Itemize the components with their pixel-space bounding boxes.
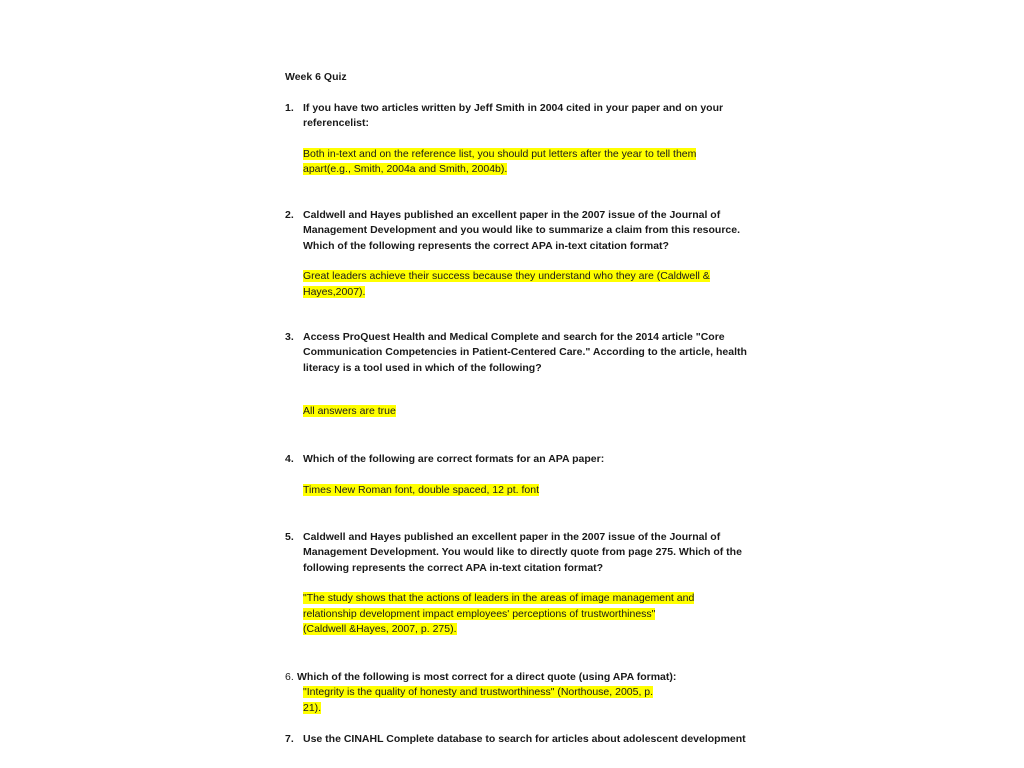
answer-line: apart(e.g., Smith, 2004a and Smith, 2004b). — [303, 163, 508, 176]
question-number: 5. — [285, 531, 294, 543]
question-text: Which of the following is most correct for a direct quote (using APA format): — [297, 671, 677, 683]
question-2 — [285, 208, 755, 300]
question-text: If you have two articles written by Jeff Smith in 2004 cited in your paper and on your referencelist: — [303, 102, 724, 130]
question-number: 6. — [285, 671, 294, 683]
answer-line: Hayes,2007). — [303, 285, 366, 298]
question-number: 3. — [285, 331, 294, 343]
answer-line: "Integrity is the quality of honesty and trustworthiness" (Northouse, 2005, p. — [303, 686, 654, 699]
answer — [285, 269, 755, 300]
answer-line: relationship development impact employees' perceptions of trustworthiness" — [303, 607, 656, 620]
answer-line: Times New Roman font, double spaced, 12 pt. font — [303, 484, 539, 497]
answer-line: Both in-text and on the reference list, you should put letters after the year to tell them — [303, 147, 697, 160]
question-4 — [285, 452, 755, 499]
answer — [285, 483, 755, 498]
document-title: Week 6 Quiz — [285, 71, 347, 83]
question-6 — [285, 670, 755, 716]
question-text: Caldwell and Hayes published an excellent paper in the 2007 issue of the Journal of Management Development. You would like to directly quote from page 275. Which of the following represents the correct APA in-text citation format? — [303, 531, 742, 574]
question-text: Access ProQuest Health and Medical Complete and search for the 2014 article "Core Communication Competencies in Patient-Centered Care." According to the article, health literacy is a tool used in which of the following? — [303, 331, 747, 374]
answer-line: 21). — [303, 701, 322, 714]
question-text: Caldwell and Hayes published an excellent paper in the 2007 issue of the Journal of Management Development and you would like to summarize a claim from this resource. Which of the following represents the correct APA in-text citation format? — [303, 209, 741, 252]
question-number: 1. — [285, 102, 294, 114]
answer — [285, 685, 755, 716]
question-5 — [285, 530, 755, 637]
answer-line: "The study shows that the actions of leaders in the areas of image management and — [303, 592, 695, 605]
question-1 — [285, 101, 755, 178]
answer-line: (Caldwell &Hayes, 2007, p. 275). — [303, 623, 457, 636]
question-text: Which of the following are correct formats for an APA paper: — [303, 453, 605, 465]
answer — [285, 147, 755, 178]
answer — [285, 591, 755, 637]
answer-line: All answers are true — [303, 405, 396, 418]
question-number: 2. — [285, 209, 294, 221]
answer-line: Great leaders achieve their success because they understand who they are (Caldwell & — [303, 270, 710, 283]
question-number: 7. — [285, 733, 294, 745]
question-3 — [285, 330, 755, 420]
answer — [285, 404, 755, 419]
question-7 — [285, 732, 755, 747]
question-text: Use the CINAHL Complete database to search for articles about adolescent development — [303, 733, 746, 745]
question-number: 4. — [285, 453, 294, 465]
